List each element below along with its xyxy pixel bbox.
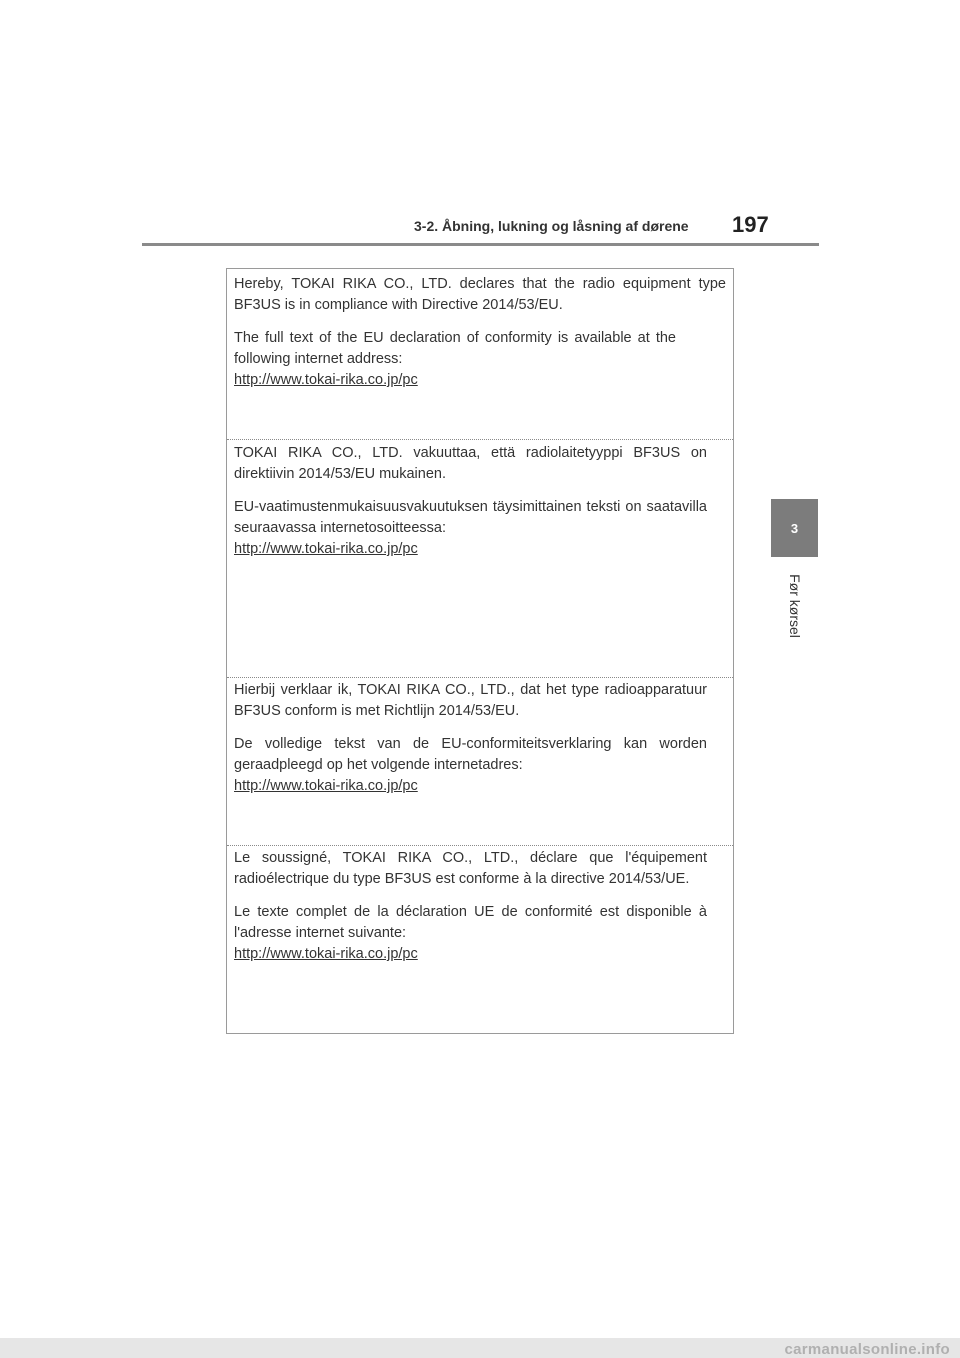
declaration-english: [227, 269, 733, 440]
declaration-body: Le texte complet de la déclaration UE de conformité est disponible à l'adresse internet suivante:: [234, 904, 707, 941]
declaration-body: De volledige tekst van de EU-conformiteitsverklaring kan worden geraadpleegd op het volgende internetadres:: [234, 736, 707, 773]
declaration-link[interactable]: http://www.tokai-rika.co.jp/pc: [234, 372, 418, 388]
declaration-intro: Le soussigné, TOKAI RIKA CO., LTD., déclare que l'équipement radioélectrique du type BF3US est conforme à la directive 2014/53/UE.: [234, 850, 707, 887]
chapter-tab[interactable]: [771, 499, 818, 557]
site-watermark: carmanualsonline.info: [784, 1341, 950, 1358]
declaration-link[interactable]: http://www.tokai-rika.co.jp/pc: [234, 778, 418, 794]
declaration-finnish: [227, 440, 733, 678]
declaration-intro: TOKAI RIKA CO., LTD. vakuuttaa, että radiolaitetyyppi BF3US on direktiivin 2014/53/EU mukainen.: [234, 445, 707, 482]
declaration-body: The full text of the EU declaration of conformity is available at the following internet address:: [234, 330, 676, 367]
chapter-label: Før kørsel: [787, 574, 803, 638]
declaration-intro: Hereby, TOKAI RIKA CO., LTD. declares that the radio equipment type BF3US is in compliance with Directive 2014/53/EU.: [234, 276, 726, 313]
header-divider: [142, 243, 819, 246]
declaration-link[interactable]: http://www.tokai-rika.co.jp/pc: [234, 946, 418, 962]
page-number: 197: [732, 212, 769, 237]
declaration-box: [226, 268, 734, 1034]
declaration-dutch: [227, 678, 733, 846]
declaration-intro: Hierbij verklaar ik, TOKAI RIKA CO., LTD., dat het type radioapparatuur BF3US conform is met Richtlijn 2014/53/EU.: [234, 682, 707, 719]
declaration-french: [227, 846, 733, 1035]
chapter-number: 3: [790, 520, 799, 536]
declaration-body: EU-vaatimustenmukaisuusvakuutuksen täysimittainen teksti on saatavilla seuraavassa internetosoitteessa:: [234, 499, 707, 536]
declaration-link[interactable]: http://www.tokai-rika.co.jp/pc: [234, 541, 418, 557]
section-heading: 3-2. Åbning, lukning og låsning af dørene: [414, 218, 689, 234]
